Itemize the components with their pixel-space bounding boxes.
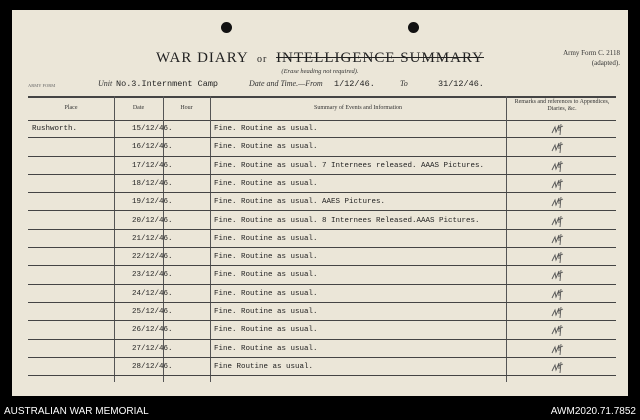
header-date: Date	[132, 105, 145, 111]
header-place: Place	[64, 105, 78, 111]
row-summary: Fine Routine as usual.	[214, 362, 314, 371]
form-note: (adapted).	[591, 59, 620, 67]
date-label: Date and Time.—From	[249, 79, 323, 88]
row-summary: Fine. Routine as usual.	[214, 125, 318, 133]
row-date: 23/12/46.	[132, 271, 173, 280]
row-summary: Fine. Routine as usual.	[214, 143, 318, 152]
footer-right: AWM2020.71.7852	[550, 406, 636, 417]
row-summary: Fine. Routine as usual.	[214, 234, 318, 243]
page-title	[12, 50, 628, 67]
row-summary: Fine. Routine as usual. 7 Internees released. AAAS Pictures.	[214, 161, 485, 170]
initials-mark-icon	[550, 158, 566, 174]
row-summary: Fine. Routine as usual.	[214, 289, 318, 298]
punch-hole-right	[408, 22, 419, 33]
row-summary: Fine. Routine as usual.	[214, 308, 318, 316]
row-summary: Fine. Routine as usual.	[214, 179, 318, 188]
row-date: 20/12/46.	[132, 216, 173, 225]
table-row	[28, 321, 616, 339]
table-row	[28, 248, 616, 266]
table-row	[28, 157, 616, 175]
table-row	[28, 358, 616, 376]
initials-mark-icon	[550, 341, 566, 357]
table-row	[28, 266, 616, 284]
row-date: 26/12/46.	[132, 326, 173, 335]
unit-line	[12, 79, 628, 93]
row-summary: Fine. Routine as usual.	[214, 344, 318, 353]
table-row	[28, 120, 616, 138]
header-summary: Summary of Events and Information	[314, 105, 402, 111]
table-top-rule	[28, 96, 616, 98]
unit-label: Unit	[98, 79, 113, 88]
table-row	[28, 230, 616, 248]
row-place: Rushworth.	[32, 125, 78, 133]
to-value: 31/12/46.	[438, 79, 484, 89]
row-date: 22/12/46.	[132, 253, 173, 262]
initials-mark-icon	[550, 213, 566, 229]
table-row	[28, 175, 616, 193]
table-row	[28, 285, 616, 303]
row-date: 24/12/46.	[132, 289, 173, 298]
small-print: ARMY FORM	[28, 83, 56, 88]
header-remarks: Remarks and references to Appendices, Diaries, &c.	[514, 99, 610, 112]
row-summary: Fine. Routine as usual. 8 Internees Released.AAAS Pictures.	[214, 216, 480, 225]
to-label: To	[400, 79, 408, 88]
row-summary: Fine. Routine as usual. AAES Pictures.	[214, 198, 386, 207]
title-or: or	[256, 54, 268, 65]
row-date: 19/12/46.	[132, 198, 173, 207]
row-summary: Fine. Routine as usual.	[214, 253, 318, 262]
initials-mark-icon	[550, 194, 566, 210]
footer-left: AUSTRALIAN WAR MEMORIAL	[4, 406, 149, 417]
row-summary: Fine. Routine as usual.	[214, 326, 318, 335]
header-hour: Hour	[180, 105, 193, 111]
form-number	[563, 48, 620, 68]
from-value: 1/12/46.	[334, 79, 375, 89]
row-date: 17/12/46.	[132, 161, 173, 170]
punch-hole-left	[221, 22, 232, 33]
table-row	[28, 138, 616, 156]
initials-mark-icon	[550, 304, 566, 320]
initials-mark-icon	[550, 267, 566, 283]
initials-mark-icon	[550, 286, 566, 302]
diary-page	[12, 10, 628, 396]
table-row	[28, 303, 616, 321]
initials-mark-icon	[550, 176, 566, 192]
row-date: 21/12/46.	[132, 234, 173, 243]
row-date: 15/12/46.	[132, 125, 173, 133]
initials-mark-icon	[550, 322, 566, 338]
initials-mark-icon	[550, 359, 566, 375]
initials-mark-icon	[550, 121, 566, 137]
table-row	[28, 340, 616, 358]
title-war-diary: WAR DIARY	[156, 50, 249, 66]
erase-note: (Erase heading not required).	[281, 68, 359, 75]
row-summary: Fine. Routine as usual.	[214, 271, 318, 280]
table-row	[28, 212, 616, 230]
row-date: 25/12/46.	[132, 308, 173, 316]
title-struck: INTELLIGENCE SUMMARY	[276, 50, 484, 66]
initials-mark-icon	[550, 231, 566, 247]
diary-table	[28, 96, 616, 382]
row-date: 18/12/46.	[132, 179, 173, 188]
initials-mark-icon	[550, 249, 566, 265]
row-date: 16/12/46.	[132, 143, 173, 152]
row-date: 28/12/46.	[132, 362, 173, 371]
table-row	[28, 193, 616, 211]
row-rule	[28, 375, 616, 376]
initials-mark-icon	[550, 139, 566, 155]
form-number-text: Army Form C. 2118	[563, 49, 620, 57]
row-date: 27/12/46.	[132, 344, 173, 353]
unit-value: No.3.Internment Camp	[116, 79, 219, 89]
